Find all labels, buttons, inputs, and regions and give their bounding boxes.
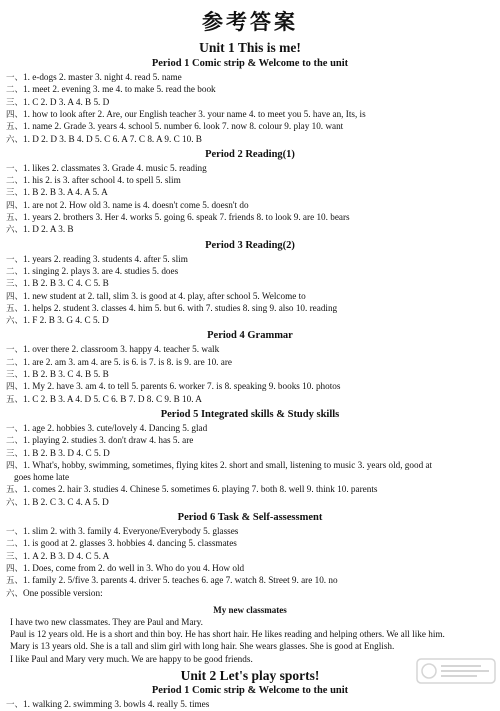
answer-text: 1. family 2. 5/five 3. parents 4. driver 5. teaches 6. age 7. watch 8. Street 9. are 10. no bbox=[23, 575, 338, 586]
answer-text: 1. new student at 2. tall, slim 3. is good at 4. play, after school 5. Welcome to bbox=[23, 290, 306, 301]
section-label: 二、 bbox=[6, 357, 24, 368]
section-label: 二、 bbox=[6, 176, 24, 187]
section-label: 六、 bbox=[6, 497, 24, 508]
section-label: 五、 bbox=[6, 213, 24, 223]
answer-text: 1. are not 2. How old 3. name is 4. doesn't come 5. doesn't do bbox=[23, 199, 249, 210]
answer-text: 1. B 2. B 3. C 4. B 5. B bbox=[23, 369, 109, 379]
answer-line bbox=[6, 551, 109, 563]
section-label: 四、 bbox=[6, 200, 24, 211]
unit-title: Unit 1 This is me! bbox=[199, 40, 301, 55]
answer-text: 1. C 2. B 3. A 4. D 5. C 6. B 7. D 8. C 9. B 10. A bbox=[23, 393, 202, 404]
answer-text: 1. his 2. is 3. after school 4. to spell 5. slim bbox=[23, 175, 181, 186]
answer-text: 1. D 2. A 3. B bbox=[23, 224, 74, 235]
answer-line bbox=[6, 381, 340, 393]
section-label: 五、 bbox=[6, 485, 24, 496]
answer-line bbox=[6, 303, 337, 315]
answer-line bbox=[6, 278, 109, 290]
answer-line bbox=[6, 435, 193, 447]
answer-line bbox=[6, 315, 109, 327]
answer-line bbox=[6, 187, 108, 199]
answer-text: 1. slim 2. with 3. family 4. Everyone/Everybody 5. glasses bbox=[23, 526, 239, 536]
answer-text: 1. My 2. have 3. am 4. to tell 5. parents 6. worker 7. is 8. speaking 9. books 10. photos bbox=[23, 381, 341, 392]
answer-line bbox=[6, 163, 207, 175]
answer-text: 1. comes 2. hair 3. studies 4. Chinese 5. sometimes 6. playing 7. both 8. well 9. think 10. parents bbox=[23, 484, 378, 495]
answer-line bbox=[6, 563, 244, 575]
answer-text: 1. B 2. B 3. D 4. C 5. D bbox=[23, 447, 110, 458]
section-label: 五、 bbox=[6, 394, 24, 405]
section-label: 三、 bbox=[6, 370, 24, 380]
answer-line bbox=[6, 254, 188, 266]
answer-line bbox=[6, 448, 110, 460]
section-label: 四、 bbox=[6, 382, 24, 393]
answer-text: 1. B 2. B 3. C 4. C 5. B bbox=[23, 278, 109, 289]
answer-text: 1. how to look after 2. Are, our English teacher 3. your name 4. to meet you 5. have an, Its, is bbox=[23, 108, 366, 119]
answer-line bbox=[6, 134, 202, 146]
answer-line bbox=[14, 472, 69, 484]
page-title: 参考答案 bbox=[202, 10, 298, 34]
period-title: Period 3 Reading(2) bbox=[205, 239, 295, 251]
period-title: Period 1 Comic strip & Welcome to the unit bbox=[151, 685, 349, 696]
section-label: 五、 bbox=[6, 576, 24, 587]
answer-text: 1. B 2. C 3. C 4. A 5. D bbox=[23, 496, 109, 507]
section-label: 三、 bbox=[6, 551, 24, 562]
answer-text: 1. name 2. Grade 3. years 4. school 5. number 6. look 7. now 8. colour 9. play 10. want bbox=[23, 121, 344, 132]
answer-line bbox=[6, 344, 219, 356]
essay-title: My new classmates bbox=[213, 604, 287, 615]
answer-line bbox=[6, 369, 109, 381]
answer-line bbox=[6, 394, 202, 406]
answer-line bbox=[6, 109, 366, 121]
answer-line bbox=[6, 460, 432, 472]
section-label: 六、 bbox=[6, 588, 24, 599]
answer-line bbox=[6, 575, 338, 587]
section-label: 一、 bbox=[6, 345, 24, 356]
section-label: 三、 bbox=[6, 97, 24, 108]
section-label: 三、 bbox=[6, 188, 24, 199]
answer-text: 1. singing 2. plays 3. are 4. studies 5. does bbox=[23, 265, 179, 276]
answer-line bbox=[6, 212, 350, 224]
answer-text: 1. helps 2. student 3. classes 4. him 5. but 6. with 7. studies 8. sing 9. also 10. reading bbox=[23, 302, 338, 313]
period-title: Period 1 Comic strip & Welcome to the unit bbox=[151, 58, 349, 69]
answer-text: 1. playing 2. studies 3. don't draw 4. has 5. are bbox=[23, 435, 194, 446]
answer-line bbox=[6, 97, 109, 109]
answer-line bbox=[6, 72, 182, 84]
period-title: Period 2 Reading(1) bbox=[205, 148, 295, 160]
answer-text: 1. is good at 2. glasses 3. hobbies 4. dancing 5. classmates bbox=[23, 538, 237, 549]
section-label: 一、 bbox=[6, 700, 24, 710]
essay-line: I have two new classmates. They are Paul and Mary. bbox=[10, 616, 203, 627]
section-label: 二、 bbox=[6, 539, 24, 550]
answer-line bbox=[6, 291, 306, 303]
answer-line bbox=[6, 84, 216, 96]
section-label: 一、 bbox=[6, 423, 24, 434]
period-title: Period 4 Grammar bbox=[207, 330, 293, 342]
answer-text: One possible version: bbox=[23, 587, 103, 598]
section-label: 四、 bbox=[6, 109, 24, 120]
answer-line bbox=[6, 200, 249, 212]
answer-text: 1. are 2. am 3. am 4. are 5. is 6. is 7. is 8. is 9. are 10. are bbox=[23, 356, 232, 367]
answer-text: 1. years 2. reading 3. students 4. after 5. slim bbox=[23, 253, 188, 264]
unit-title: Unit 2 Let's play sports! bbox=[180, 668, 320, 683]
section-label: 四、 bbox=[6, 460, 24, 471]
watermark-logo-icon bbox=[416, 658, 496, 684]
answer-text: 1. e-dogs 2. master 3. night 4. read 5. name bbox=[23, 72, 182, 82]
section-label: 一、 bbox=[6, 163, 24, 174]
answer-text: 1. walking 2. swimming 3. bowls 4. really 5. times bbox=[23, 699, 210, 709]
section-label: 四、 bbox=[6, 291, 24, 302]
section-label: 六、 bbox=[6, 134, 24, 145]
answer-line bbox=[6, 588, 103, 600]
answer-text: goes home late bbox=[14, 472, 70, 483]
section-label: 一、 bbox=[6, 527, 24, 537]
section-label: 六、 bbox=[6, 316, 24, 327]
answer-text: 1. What's, hobby, swimming, sometimes, flying kites 2. short and small, listening to music 3. years old, good at bbox=[23, 459, 433, 470]
essay-line: Paul is 12 years old. He is a short and thin boy. He has short hair. He likes reading and helping others. We all like him. bbox=[10, 629, 445, 640]
answer-text: 1. F 2. B 3. G 4. C 5. D bbox=[23, 315, 109, 326]
answer-line bbox=[6, 423, 207, 435]
answer-line bbox=[6, 357, 232, 369]
section-label: 三、 bbox=[6, 279, 24, 290]
answer-line bbox=[6, 266, 178, 278]
answer-text: 1. D 2. D 3. B 4. D 5. C 6. A 7. C 8. A 9. C 10. B bbox=[23, 133, 202, 144]
answer-line bbox=[6, 175, 181, 187]
answer-text: 1. meet 2. evening 3. me 4. to make 5. read the book bbox=[23, 84, 216, 95]
answer-line bbox=[6, 497, 109, 509]
section-label: 二、 bbox=[6, 85, 24, 96]
answer-line bbox=[6, 699, 209, 711]
section-label: 五、 bbox=[6, 122, 24, 133]
answer-line bbox=[6, 224, 74, 236]
answer-line bbox=[6, 121, 343, 133]
section-label: 一、 bbox=[6, 73, 24, 83]
section-label: 六、 bbox=[6, 225, 24, 236]
answer-line bbox=[6, 538, 237, 550]
answer-text: 1. C 2. D 3. A 4. B 5. D bbox=[23, 96, 110, 107]
answer-line bbox=[6, 484, 377, 496]
answer-text: 1. B 2. B 3. A 4. A 5. A bbox=[23, 187, 108, 198]
section-label: 二、 bbox=[6, 436, 24, 447]
essay-line: I like Paul and Mary very much. We are happy to be good friends. bbox=[10, 653, 253, 664]
section-label: 三、 bbox=[6, 448, 24, 459]
essay-line: Mary is 13 years old. She is a tall and slim girl with long hair. She wears glasses. She is good at English. bbox=[10, 641, 395, 652]
answer-text: 1. likes 2. classmates 3. Grade 4. music 5. reading bbox=[23, 162, 207, 173]
answer-text: 1. years 2. brothers 3. Her 4. works 5. going 6. speak 7. friends 8. to look 9. are 10. bears bbox=[23, 212, 350, 222]
answer-text: 1. Does, come from 2. do well in 3. Who do you 4. How old bbox=[23, 562, 245, 573]
answer-text: 1. A 2. B 3. D 4. C 5. A bbox=[23, 550, 110, 561]
section-label: 二、 bbox=[6, 266, 24, 277]
answer-line bbox=[6, 526, 238, 538]
period-title: Period 5 Integrated skills & Study skills bbox=[160, 408, 340, 420]
section-label: 一、 bbox=[6, 254, 24, 265]
period-title: Period 6 Task & Self-assessment bbox=[177, 512, 323, 523]
answer-text: 1. age 2. hobbies 3. cute/lovely 4. Dancing 5. glad bbox=[23, 422, 208, 433]
answer-text: 1. over there 2. classroom 3. happy 4. teacher 5. walk bbox=[23, 344, 220, 355]
section-label: 五、 bbox=[6, 303, 24, 314]
section-label: 四、 bbox=[6, 563, 24, 574]
